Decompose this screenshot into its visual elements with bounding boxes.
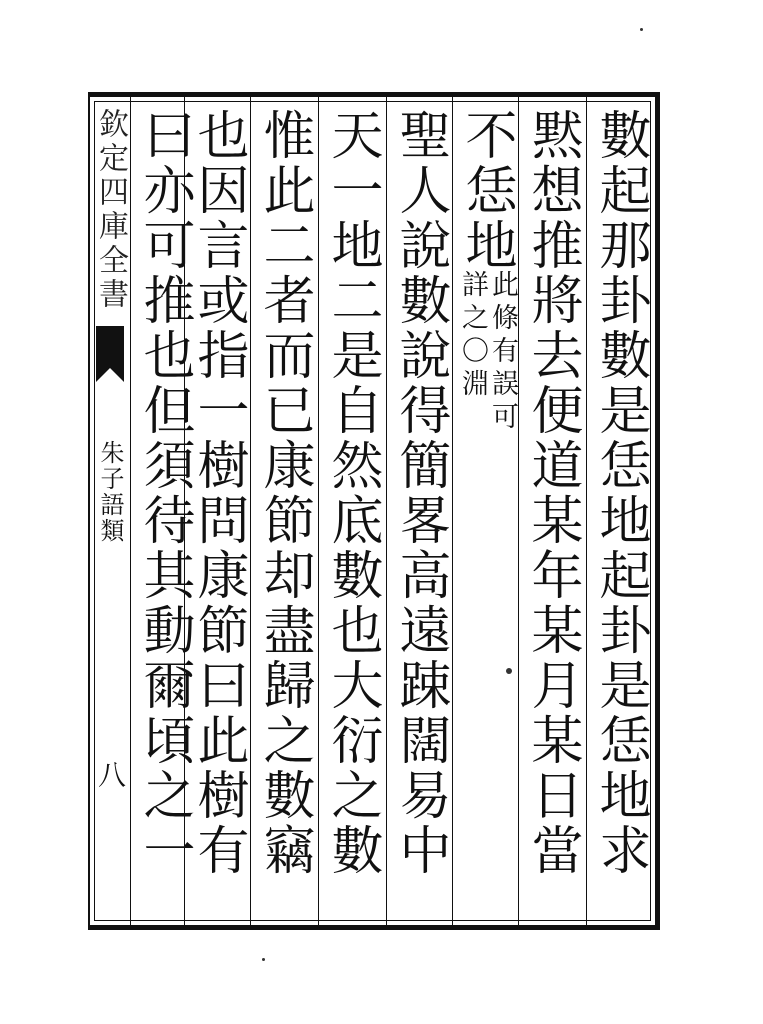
column-divider xyxy=(518,96,519,926)
column-divider xyxy=(586,96,587,926)
annotation-note xyxy=(458,270,516,570)
annotation-note-left: 詳之〇淵 xyxy=(457,270,488,402)
column-divider xyxy=(318,96,319,926)
text-column-7: 也因言或指一樹問康節曰此樹有 xyxy=(188,108,248,878)
text-column-1: 數起那卦數是恁地起卦是恁地求 xyxy=(590,108,650,878)
text-column-2: 黙想推將去便道某年某月某日當 xyxy=(522,108,582,878)
text-column-5: 天一地二是自然底數也大衍之數 xyxy=(322,108,382,878)
text-column-8: 曰亦可推也但須待其動爾頃之一 xyxy=(134,108,194,878)
annotation-note-right: 此條有誤可 xyxy=(487,270,518,435)
ink-speck xyxy=(640,28,643,31)
ink-speck xyxy=(506,668,512,674)
column-divider xyxy=(130,96,131,926)
column-divider xyxy=(452,96,453,926)
margin-book-title: 朱子語類 xyxy=(96,440,124,544)
text-column-4: 聖人說數說得簡畧高遠踈闊易中 xyxy=(390,108,450,878)
margin-page-number: 八 xyxy=(94,760,127,788)
fishtail-mark-icon xyxy=(96,326,124,368)
text-column-3: 不恁地 xyxy=(456,108,516,273)
text-column-6: 惟此二者而已康節却盡歸之數竊 xyxy=(254,108,314,878)
margin-title: 欽定四庫全書 xyxy=(93,108,128,312)
column-divider xyxy=(250,96,251,926)
column-divider xyxy=(386,96,387,926)
ink-speck xyxy=(262,958,265,961)
